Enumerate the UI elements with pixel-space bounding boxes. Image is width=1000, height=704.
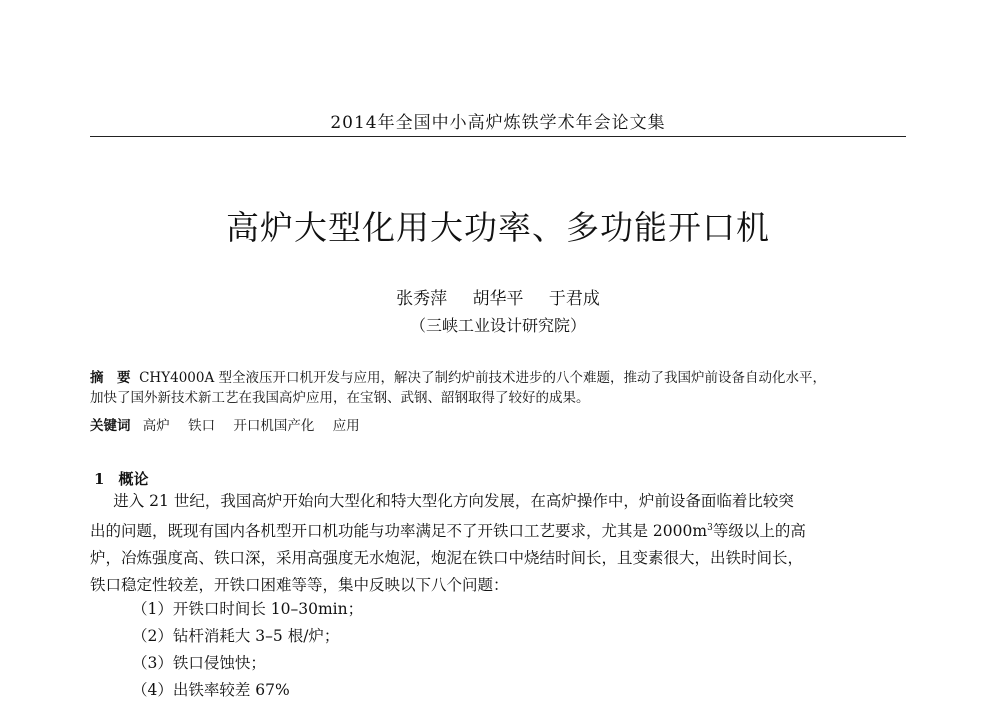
section-title: 概论 <box>118 470 149 488</box>
paragraph-line: 铁口稳定性较差，开铁口困难等等，集中反映以下八个问题： <box>90 576 509 595</box>
author-list <box>90 284 906 309</box>
list-item: （2）钻杆消耗大 3–5 根/炉； <box>132 627 340 645</box>
abstract <box>90 368 906 408</box>
problem-list <box>132 596 363 704</box>
list-item: （4）出铁率较差 67% <box>132 681 290 699</box>
paragraph-text: 等级以上的高 <box>712 522 806 541</box>
author-name: 张秀萍 <box>396 289 448 309</box>
abstract-label: 摘 要 <box>90 370 131 386</box>
affiliation: （三峡工业设计研究院） <box>409 316 586 335</box>
section-number: 1 <box>94 470 105 488</box>
paragraph-text: 出的问题，既现有国内各机型开口机功能与功率满足不了开铁口工艺要求，尤其是 2000m <box>90 522 708 541</box>
list-item: （3）铁口侵蚀快； <box>132 654 266 672</box>
superscript: 3 <box>707 523 713 533</box>
keyword: 应用 <box>332 418 360 434</box>
keyword: 开口机国产化 <box>233 418 315 434</box>
keywords <box>90 414 906 434</box>
running-header: 2014年全国中小高炉炼铁学术年会论文集 <box>330 113 666 133</box>
abstract-line: 加快了国外新技术新工艺在我国高炉应用，在宝钢、武钢、韶钢取得了较好的成果。 <box>90 390 590 406</box>
paragraph-line <box>90 488 908 515</box>
paragraph-line <box>90 515 908 545</box>
section-heading <box>94 468 148 489</box>
author-name: 于君成 <box>548 289 600 309</box>
keyword: 铁口 <box>188 418 216 434</box>
author-name: 胡华平 <box>472 289 524 309</box>
keyword: 高炉 <box>142 418 170 434</box>
paragraph-text: 进入 21 世纪，我国高炉开始向大型化和特大型化方向发展，在高炉操作中，炉前设备面临着比较突 <box>113 492 794 510</box>
abstract-line: CHY4000A 型全液压开口机开发与应用，解决了制约炉前技术进步的八个难题，推动了我国炉前设备自动化水平， <box>139 370 827 386</box>
list-item: （1）开铁口时间长 10–30min； <box>132 600 364 618</box>
paper-title: 高炉大型化用大功率、多功能开口机 <box>226 208 770 247</box>
keywords-label: 关键词 <box>90 418 131 434</box>
header-rule <box>90 136 906 137</box>
body-paragraph <box>90 488 908 599</box>
paragraph-line: 炉，冶炼强度高、铁口深，采用高强度无水炮泥，炮泥在铁口中烧结时间长，且变素很大，出铁时间长， <box>90 549 804 568</box>
